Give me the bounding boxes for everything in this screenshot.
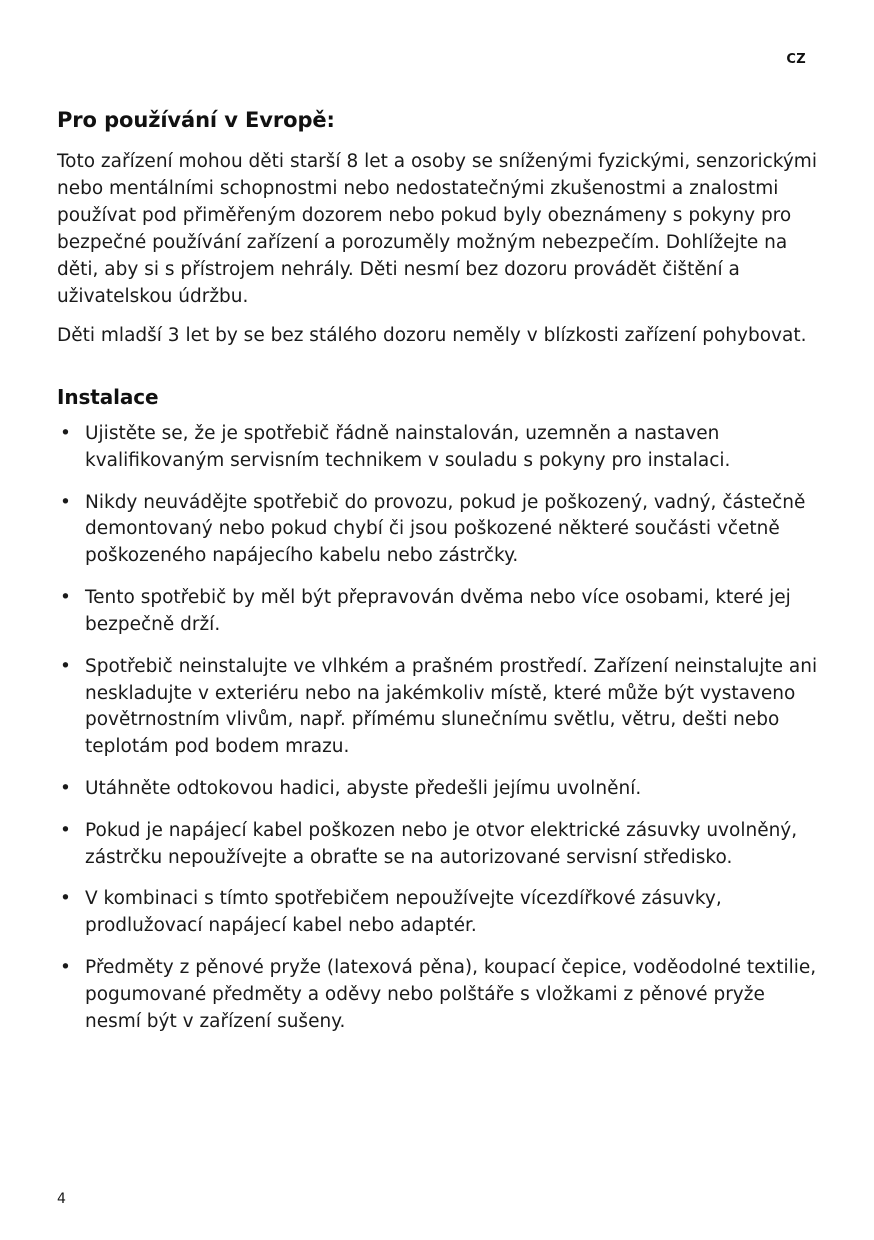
bullet-icon: • [60, 587, 71, 609]
list-item-text: Utáhněte odtokovou hadici, abyste předešli jejímu uvolnění. [85, 777, 642, 799]
language-marker: CZ [786, 52, 806, 67]
list-item [57, 955, 819, 1035]
page-number: 4 [57, 1191, 66, 1207]
list-item-text: Nikdy neuvádějte spotřebič do provozu, pokud je poškozený, vadný, částečně demontovaný nebo pokud chybí či jsou poškozené některé součásti včetně poškozeného napájecího kabelu nebo zástrčky. [85, 491, 806, 567]
list-item [57, 421, 819, 475]
bullet-icon: • [60, 957, 71, 978]
list-item [57, 490, 819, 570]
list-item-text: Spotřebič neinstalujte ve vlhkém a prašném prostředí. Zařízení neinstalujte ani neskladujte v exteriéru nebo na jakémkoliv místě, které může být vystaveno povětrnostním vlivům, např. přímému slunečnímu světlu, větru, dešti nebo teplotám pod bodem mrazu. [85, 655, 818, 758]
list-item-text: Ujistěte se, že je spotřebič řádně nainstalován, uzemněn a nastaven kvalifikovaným servisním technikem v souladu s pokyny pro instalaci. [85, 423, 731, 471]
bullet-icon: • [60, 423, 71, 444]
page-content [57, 108, 819, 1050]
paragraph-europe-2: Děti mladší 3 let by se bez stálého dozoru neměly v blízkosti zařízení pohybovat. [57, 325, 807, 346]
bullet-icon: • [60, 819, 71, 841]
list-item [57, 776, 819, 803]
bullet-icon: • [60, 888, 71, 910]
list-item [57, 654, 819, 761]
paragraph-europe-1: Toto zařízení mohou děti starší 8 let a osoby se sníženými fyzickými, senzorickými nebo mentálními schopnostmi nebo nedostatečnými zkušenostmi a znalostmi používat pod přiměřeným dozorem nebo pokud byly obeznámeny s pokyny pro bezpečné používání zařízení a porozuměly možným nebezpečím. Dohlížejte na děti, aby si s přístrojem nehrály. Děti nesmí bez dozoru provádět čištění a uživatelskou údržbu. [57, 151, 817, 307]
list-item-text: Předměty z pěnové pryže (latexová pěna), koupací čepice, voděodolné textilie, pogumované předměty a oděvy nebo polštáře s vložkami z pěnové pryže nesmí být v zařízení sušeny. [85, 957, 817, 1032]
bullet-icon: • [60, 655, 71, 677]
installation-bullet-list [57, 421, 819, 1035]
list-item-text: Pokud je napájecí kabel poškozen nebo je otvor elektrické zásuvky uvolněný, zástrčku nepoužívejte a obraťte se na autorizované servisní středisko. [85, 819, 798, 868]
section-heading-installation: Instalace [57, 385, 159, 409]
section-heading-europe: Pro používání v Evropě: [57, 108, 335, 132]
bullet-icon: • [60, 491, 71, 513]
list-item [57, 818, 819, 872]
list-item-text: V kombinaci s tímto spotřebičem nepoužívejte vícezdířkové zásuvky, prodlužovací napájecí kabel nebo adaptér. [85, 888, 722, 937]
list-item [57, 585, 819, 639]
bullet-icon: • [60, 777, 71, 799]
list-item-text: Tento spotřebič by měl být přepravován dvěma nebo více osobami, které jej bezpečně drží. [85, 587, 791, 635]
list-item [57, 886, 819, 940]
